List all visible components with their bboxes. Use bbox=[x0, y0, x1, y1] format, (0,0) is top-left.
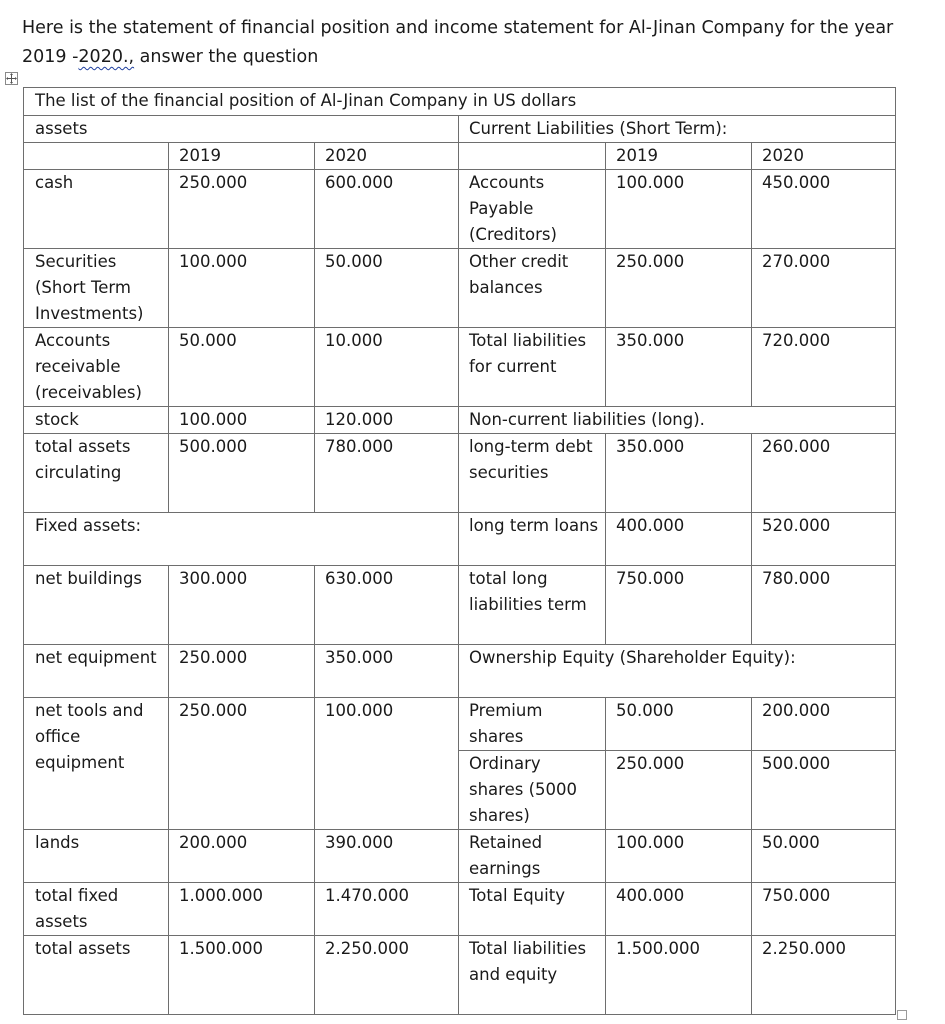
intro-line-2-end: answer the question bbox=[134, 47, 319, 67]
asset-value-2019: 250.000 bbox=[169, 170, 315, 249]
liability-label: Premium shares bbox=[459, 698, 606, 751]
liability-label: Retained earnings bbox=[459, 830, 606, 883]
liability-label: Total liabilities and equity bbox=[459, 936, 606, 1015]
liability-value-2020: 500.000 bbox=[752, 751, 896, 830]
liability-value-2020: 200.000 bbox=[752, 698, 896, 751]
spelling-flagged-text[interactable]: 2020., bbox=[78, 47, 135, 67]
liability-label: Other credit balances bbox=[459, 249, 606, 328]
asset-value-2020: 2.250.000 bbox=[315, 936, 459, 1015]
asset-label: lands bbox=[24, 830, 169, 883]
asset-value-2019: 300.000 bbox=[169, 566, 315, 645]
table-title: The list of the financial position of Al-Jinan Company in US dollars bbox=[24, 88, 896, 116]
year-header: 2019 bbox=[169, 143, 315, 170]
year-header: 2019 bbox=[606, 143, 752, 170]
liability-value-2020: 750.000 bbox=[752, 883, 896, 936]
asset-label: net buildings bbox=[24, 566, 169, 645]
table-row bbox=[24, 566, 896, 645]
liability-value-2019: 400.000 bbox=[606, 883, 752, 936]
asset-value-2020: 10.000 bbox=[315, 328, 459, 407]
asset-value-2020: 350.000 bbox=[315, 645, 459, 698]
financial-position-table bbox=[23, 87, 896, 1015]
intro-paragraph bbox=[22, 14, 922, 72]
non-current-liabilities-heading: Non-current liabilities (long). bbox=[459, 407, 896, 434]
asset-value-2019: 500.000 bbox=[169, 434, 315, 513]
header-cell bbox=[459, 143, 606, 170]
liability-value-2020: 780.000 bbox=[752, 566, 896, 645]
year-header: 2020 bbox=[315, 143, 459, 170]
asset-value-2020: 630.000 bbox=[315, 566, 459, 645]
liability-label: long term loans bbox=[459, 513, 606, 566]
table-row bbox=[24, 645, 896, 698]
asset-value-2020: 600.000 bbox=[315, 170, 459, 249]
table-row bbox=[24, 434, 896, 513]
liability-value-2019: 250.000 bbox=[606, 751, 752, 830]
liability-label: Ordinary shares (5000 shares) bbox=[459, 751, 606, 830]
assets-heading: assets bbox=[24, 116, 459, 143]
table-row bbox=[24, 698, 896, 751]
ownership-equity-heading: Ownership Equity (Shareholder Equity): bbox=[459, 645, 896, 698]
table-row bbox=[24, 407, 896, 434]
asset-label: net tools and office equipment bbox=[24, 698, 169, 830]
intro-line-2-start: 2019 - bbox=[22, 47, 79, 67]
liability-label: long-term debt securities bbox=[459, 434, 606, 513]
asset-label: cash bbox=[24, 170, 169, 249]
liability-value-2019: 250.000 bbox=[606, 249, 752, 328]
liability-value-2019: 750.000 bbox=[606, 566, 752, 645]
asset-value-2019: 1.000.000 bbox=[169, 883, 315, 936]
asset-label: Securities (Short Term Investments) bbox=[24, 249, 169, 328]
liability-label: total long liabilities term bbox=[459, 566, 606, 645]
asset-label: total fixed assets bbox=[24, 883, 169, 936]
liability-value-2020: 720.000 bbox=[752, 328, 896, 407]
header-cell bbox=[24, 143, 169, 170]
intro-line-2 bbox=[22, 43, 922, 72]
current-liabilities-heading: Current Liabilities (Short Term): bbox=[459, 116, 896, 143]
asset-value-2020: 120.000 bbox=[315, 407, 459, 434]
asset-value-2020: 390.000 bbox=[315, 830, 459, 883]
table-row bbox=[24, 883, 896, 936]
intro-line-1: Here is the statement of financial position and income statement for Al-Jinan Company for the year bbox=[22, 18, 894, 38]
liability-value-2020: 260.000 bbox=[752, 434, 896, 513]
liability-value-2019: 350.000 bbox=[606, 328, 752, 407]
asset-label: stock bbox=[24, 407, 169, 434]
table-row bbox=[24, 328, 896, 407]
table-row bbox=[24, 249, 896, 328]
asset-value-2019: 1.500.000 bbox=[169, 936, 315, 1015]
liability-value-2020: 2.250.000 bbox=[752, 936, 896, 1015]
liability-value-2019: 350.000 bbox=[606, 434, 752, 513]
asset-value-2019: 100.000 bbox=[169, 249, 315, 328]
asset-value-2019: 100.000 bbox=[169, 407, 315, 434]
asset-value-2020: 1.470.000 bbox=[315, 883, 459, 936]
liability-value-2020: 50.000 bbox=[752, 830, 896, 883]
table-resize-handle-icon[interactable] bbox=[897, 1010, 907, 1020]
liability-label: Total Equity bbox=[459, 883, 606, 936]
table-row bbox=[24, 170, 896, 249]
asset-label: Accounts receivable (receivables) bbox=[24, 328, 169, 407]
liability-value-2020: 270.000 bbox=[752, 249, 896, 328]
table-row bbox=[24, 513, 896, 566]
asset-value-2019: 50.000 bbox=[169, 328, 315, 407]
asset-value-2019: 250.000 bbox=[169, 645, 315, 698]
liability-label: Accounts Payable (Creditors) bbox=[459, 170, 606, 249]
table-row bbox=[24, 936, 896, 1015]
liability-value-2020: 450.000 bbox=[752, 170, 896, 249]
liability-value-2019: 400.000 bbox=[606, 513, 752, 566]
liability-value-2019: 50.000 bbox=[606, 698, 752, 751]
asset-value-2019: 250.000 bbox=[169, 698, 315, 830]
year-header: 2020 bbox=[752, 143, 896, 170]
asset-value-2020: 100.000 bbox=[315, 698, 459, 830]
asset-value-2019: 200.000 bbox=[169, 830, 315, 883]
table-row bbox=[24, 830, 896, 883]
liability-label: Total liabilities for current bbox=[459, 328, 606, 407]
liability-value-2019: 100.000 bbox=[606, 830, 752, 883]
liability-value-2020: 520.000 bbox=[752, 513, 896, 566]
table-move-handle-icon[interactable] bbox=[5, 72, 18, 85]
asset-value-2020: 50.000 bbox=[315, 249, 459, 328]
asset-label: total assets circulating bbox=[24, 434, 169, 513]
asset-label: total assets bbox=[24, 936, 169, 1015]
asset-value-2020: 780.000 bbox=[315, 434, 459, 513]
liability-value-2019: 1.500.000 bbox=[606, 936, 752, 1015]
liability-value-2019: 100.000 bbox=[606, 170, 752, 249]
fixed-assets-heading: Fixed assets: bbox=[24, 513, 459, 566]
asset-label: net equipment bbox=[24, 645, 169, 698]
